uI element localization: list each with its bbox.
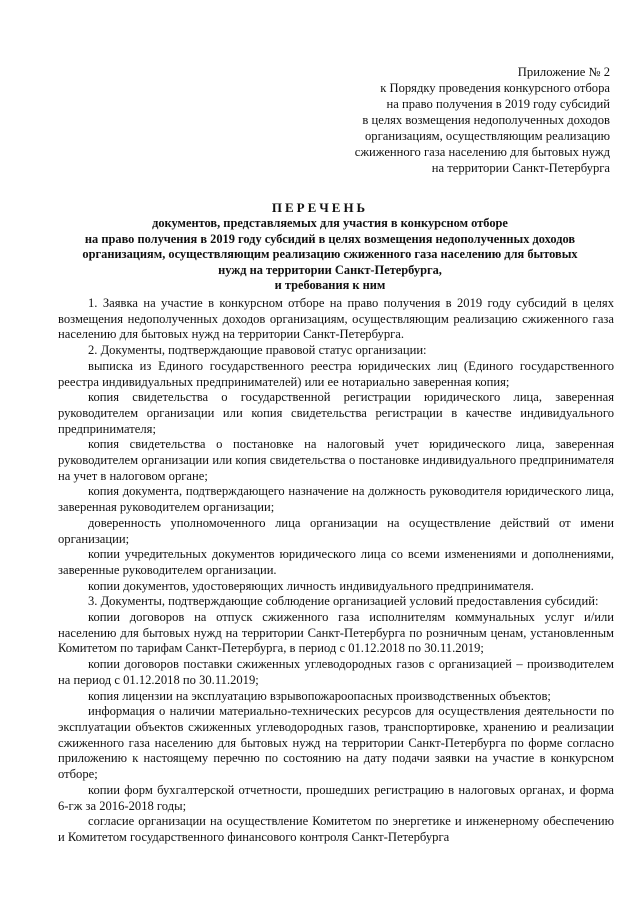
paragraph: копии учредительных документов юридического лица со всеми изменениями и дополнениями, заверенные руководителем организации. <box>58 547 614 577</box>
appendix-line: организациям, осуществляющим реализацию <box>365 129 610 143</box>
appendix-line: Приложение № 2 <box>517 65 610 79</box>
subtitle-line: нужд на территории Санкт-Петербурга, <box>218 262 442 277</box>
paragraph: копия лицензии на эксплуатацию взрывопожароопасных производственных объектов; <box>88 688 551 703</box>
paragraph: 3. Документы, подтверждающие соблюдение организацией условий предоставления субсидий: <box>88 594 599 609</box>
document-subtitle <box>40 216 620 294</box>
paragraph: копии документов, удостоверяющих личность индивидуального предпринимателя. <box>88 578 534 593</box>
document-title: ПЕРЕЧЕНЬ <box>271 200 369 215</box>
paragraph: копии договоров поставки сжиженных углеводородных газов с организацией – производителем на период с 01.12.2018 по 30.11.2019; <box>58 657 614 687</box>
appendix-line: на право получения в 2019 году субсидий <box>386 97 610 111</box>
paragraph: копия свидетельства о государственной регистрации юридического лица, заверенная руководителем организации или копия свидетельства регистрации в качестве индивидуального предпринимателя; <box>58 390 614 436</box>
subtitle-line: и требования к ним <box>274 278 386 292</box>
subtitle-line: организациям, осуществляющим реализацию сжиженного газа населению для бытовых <box>82 247 578 261</box>
paragraph: выписка из Единого государственного реестра юридических лиц (Единого государственного реестра индивидуальных предпринимателей) или ее нотариально заверенная копия; <box>58 358 614 389</box>
paragraph: информация о наличии материально-технических ресурсов для осуществления деятельности по эксплуатации объектов сжиженных углеводородных газов, транспортировке, хранению и реализации сжиженного газа населению для бытовых нужд на территории Санкт-Петербурга по форме согласно приложению к настоящему перечню по состоянию на дату подачи заявки на участие в конкурсном отборе; <box>58 704 614 782</box>
appendix-header <box>280 64 610 176</box>
paragraph: доверенность уполномоченного лица организации на осуществление действий от имени организации; <box>58 515 614 546</box>
paragraph: 1. Заявка на участие в конкурсном отборе на право получения в 2019 году субсидий в целях возмещения недополученных доходов организациям, осуществляющим реализацию сжиженного газа населению для бытовых нужд на территории Санкт-Петербурга. <box>58 296 614 342</box>
appendix-line: сжиженного газа населению для бытовых нужд <box>354 145 610 159</box>
appendix-line: в целях возмещения недополученных доходов <box>362 113 610 127</box>
paragraph: согласие организации на осуществление Комитетом по энергетике и инженерному обеспечению и Комитетом государственного финансового контроля Санкт-Петербурга <box>58 814 614 844</box>
paragraph: 2. Документы, подтверждающие правовой статус организации: <box>88 343 427 358</box>
paragraph: копии договоров на отпуск сжиженного газа исполнителям коммунальных услуг и/или населению для бытовых нужд на территории Санкт-Петербурга по розничным ценам, установленным Комитетом по тарифам Санкт-Петербурга, в период с 01.12.2018 по 30.11.2019; <box>58 610 614 656</box>
paragraph: копия свидетельства о постановке на налоговый учет юридического лица, заверенная руководителем организации или копия свидетельства о постановке индивидуального предпринимателя на учет в налоговом органе; <box>58 437 614 483</box>
paragraph: копия документа, подтверждающего назначение на должность руководителя юридического лица, заверенная руководителем организации; <box>58 484 614 515</box>
appendix-line: на территории Санкт-Петербурга <box>431 161 610 175</box>
subtitle-line: на право получения в 2019 году субсидий в целях возмещения недополученных доходов <box>84 231 576 246</box>
document-body <box>58 296 614 846</box>
appendix-line: к Порядку проведения конкурсного отбора <box>380 81 610 95</box>
paragraph: копии форм бухгалтерской отчетности, прошедших регистрацию в налоговых органах, и форма 6-гж за 2016-2018 годы; <box>58 782 614 813</box>
subtitle-line: документов, представляемых для участия в конкурсном отборе <box>152 216 508 230</box>
